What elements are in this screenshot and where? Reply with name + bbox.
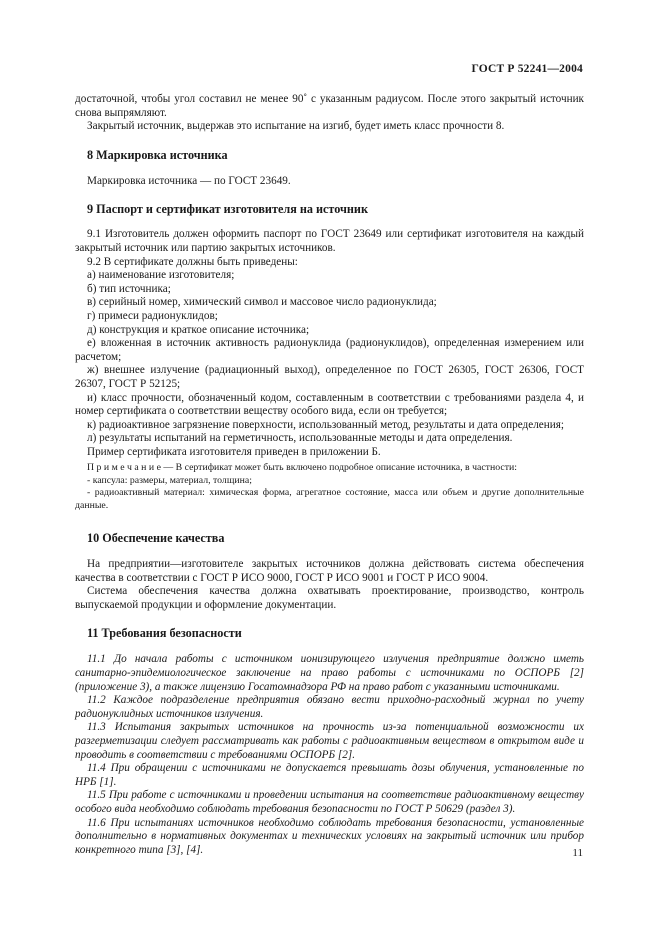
- list-item: 11.1 До начала работы с источником ионизирующего излучения предприятие должно иметь санитарно-эпидемиологическое заключение на право работы с источниками по ОСПОРБ [2] (приложение 3), а также лицензию Госатомнадзора РФ на право работ с указанными источниками.: [75, 653, 584, 693]
- section-11-heading: 11 Требования безопасности: [87, 626, 242, 641]
- list-item: а) наименование изготовителя;: [87, 269, 235, 282]
- note-label: П р и м е ч а н и е: [87, 462, 161, 474]
- document-body: [75, 93, 584, 857]
- list-item: 11.3 Испытания закрытых источников на прочность из-за потенциальной возможности их разгерметизации следует рассматривать как работы с радиоактивным веществом в открытом виде и проводить в соответствии с требованиями ОСПОРБ [2].: [75, 721, 584, 761]
- list-item: 11.4 При обращении с источниками не допускается превышать дозы облучения, установленные по НРБ [1].: [75, 762, 584, 788]
- document-header: ГОСТ Р 52241—2004: [471, 63, 583, 75]
- list-item: б) тип источника;: [87, 282, 171, 295]
- list-item: к) радиоактивное загрязнение поверхности, использованный метод, результаты и дата определения;: [87, 418, 564, 431]
- section-9-paragraph-1: 9.1 Изготовитель должен оформить паспорт по ГОСТ 23649 или сертификат изготовителя на каждый закрытый источник или партию закрытых источников.: [75, 228, 584, 254]
- section-11-list: [75, 653, 584, 857]
- note-item: - капсула: размеры, материал, толщина;: [87, 474, 252, 486]
- list-item: ж) внешнее излучение (радиационный выход), определенное по ГОСТ 26305, ГОСТ 26306, ГОСТ 26307, ГОСТ Р 52125;: [75, 364, 584, 390]
- list-item: 11.6 При испытаниях источников необходимо соблюдать требования безопасности, установленные дополнительно в нормативных документах и технических условиях на закрытый источник или прибор конкретного типа [3], [4].: [75, 816, 584, 856]
- list-item: е) вложенная в источник активность радионуклида (радионуклидов), определенная измерением или расчетом;: [75, 337, 584, 363]
- note-text: — В сертификат может быть включено подробное описание источника, в частности:: [160, 462, 517, 474]
- section-10-heading: 10 Обеспечение качества: [87, 531, 225, 546]
- list-item: в) серийный номер, химический символ и массовое число радионуклида;: [87, 296, 437, 309]
- section-9-heading: 9 Паспорт и сертификат изготовителя на источник: [87, 202, 368, 217]
- intro-continuation: достаточной, чтобы угол составил не менее 90˚ с указанным радиусом. После этого закрытый источник снова выпрямляют.: [75, 93, 584, 119]
- section-10-paragraph-2: Система обеспечения качества должна охватывать проектирование, производство, контроль выпускаемой продукции и оформление документации.: [75, 585, 584, 611]
- list-item: 11.2 Каждое подразделение предприятия обязано вести приходно-расходный журнал по учету радионуклидных источников излучения.: [75, 694, 584, 720]
- note-item: - радиоактивный материал: химическая форма, агрегатное состояние, масса или объем и другие дополнительные данные.: [75, 487, 584, 511]
- section-10-paragraph-1: На предприятии—изготовителе закрытых источников должна действовать система обеспечения качества в соответствии с ГОСТ Р ИСО 9000, ГОСТ Р ИСО 9001 и ГОСТ Р ИСО 9004.: [75, 558, 584, 584]
- section-8-text: Маркировка источника — по ГОСТ 23649.: [87, 174, 291, 187]
- section-8-heading: 8 Маркировка источника: [87, 147, 228, 162]
- section-9-paragraph-2: 9.2 В сертификате должны быть приведены:: [87, 255, 298, 268]
- intro-paragraph: Закрытый источник, выдержав это испытание на изгиб, будет иметь класс прочности 8.: [87, 120, 505, 133]
- list-item: и) класс прочности, обозначенный кодом, составленным в соответствии с требованиями раздела 4, и номер сертификата о соответствии веществу особого вида, если он требуется;: [75, 391, 584, 418]
- note: [75, 462, 584, 474]
- list-item: г) примеси радионуклидов;: [87, 309, 218, 322]
- section-9-paragraph-3: Пример сертификата изготовителя приведен в приложении Б.: [87, 445, 381, 458]
- page-number: 11: [572, 847, 583, 859]
- list-item: 11.5 При работе с источниками и проведении испытания на соответствие радиоактивному веществу особого вида необходимо соблюдать требования безопасности по ГОСТ Р 50629 (раздел 3).: [75, 789, 584, 815]
- list-item: д) конструкция и краткое описание источника;: [87, 323, 310, 336]
- list-item: л) результаты испытаний на герметичность, использованные методы и дата определения.: [87, 432, 513, 445]
